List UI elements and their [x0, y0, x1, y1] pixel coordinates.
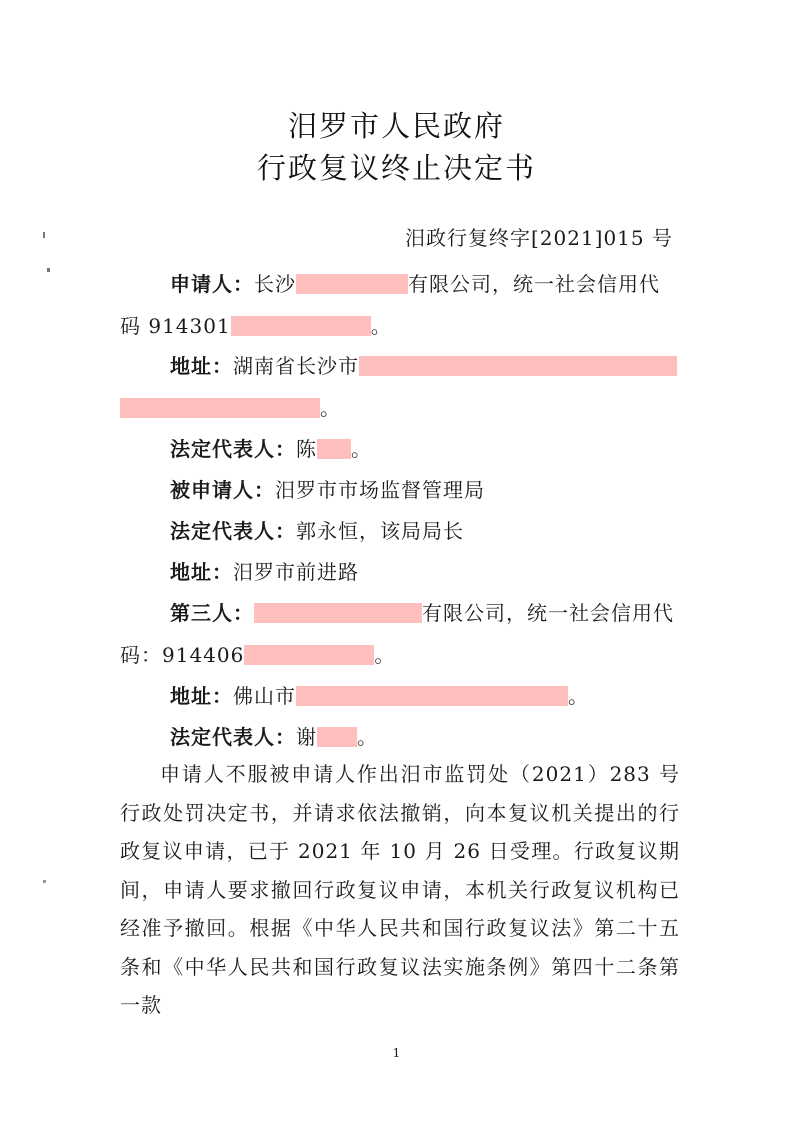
third-address-label: 地址：	[170, 684, 233, 708]
third-address-value: 佛山市	[233, 684, 296, 708]
respondent-rep-line	[170, 515, 464, 544]
applicant-label: 申请人：	[170, 272, 254, 296]
applicant-address-end: 。	[320, 396, 341, 420]
applicant-line	[170, 268, 660, 297]
respondent-address-line	[170, 556, 359, 585]
applicant-name-suffix: 有限公司，统一社会信用代	[408, 272, 660, 296]
redaction-mark	[296, 686, 568, 706]
third-party-name-suffix: 有限公司，统一社会信用代	[422, 601, 674, 625]
respondent-label: 被申请人：	[170, 478, 275, 502]
third-rep-value: 谢	[296, 725, 317, 749]
third-rep-label: 法定代表人：	[170, 725, 296, 749]
applicant-rep-line	[170, 433, 372, 462]
third-party-label: 第三人：	[170, 601, 254, 625]
applicant-address-line2	[120, 392, 341, 421]
applicant-code-line	[120, 310, 392, 339]
respondent-address-label: 地址：	[170, 560, 233, 584]
scan-speck	[43, 880, 46, 883]
document-title-line2: 行政复议终止决定书	[256, 151, 536, 185]
redaction-mark	[120, 398, 320, 418]
decision-body-paragraph: 申请人不服被申请人作出汨市监罚处（2021）283 号行政处罚决定书，并请求依法撤销，向本复议机关提出的行政复议申请，已于 2021 年 10 月 26 日受理。行政复议期间，申请人要求撤回行政复议申请，本机关行政复议机构已经准予撤回。根据《中华人民共和国行政复议法》第二十五条和《中华人民共和国行政复议法实施条例》第四十二条第一款	[120, 762, 680, 1017]
redaction-mark	[254, 603, 422, 623]
respondent-line	[170, 474, 485, 503]
redaction-mark	[359, 356, 677, 376]
redaction-mark	[317, 439, 351, 459]
third-address-end: 。	[568, 684, 589, 708]
respondent-rep-value: 郭永恒，该局局长	[296, 519, 464, 543]
third-party-code-end: 。	[374, 643, 396, 667]
applicant-rep-end: 。	[351, 437, 372, 461]
scan-speck	[47, 268, 50, 272]
redaction-mark	[296, 274, 408, 294]
third-rep-end: 。	[357, 725, 378, 749]
applicant-address-value: 湖南省长沙市	[233, 354, 359, 378]
third-rep-line	[170, 721, 378, 750]
applicant-address-line	[170, 350, 677, 379]
document-title-line1: 汨罗市人民政府	[287, 109, 505, 143]
third-party-code: 码：914406	[120, 643, 245, 667]
third-address-line	[170, 680, 589, 709]
applicant-address-label: 地址：	[170, 354, 233, 378]
applicant-rep-label: 法定代表人：	[170, 437, 296, 461]
third-party-code-line	[120, 639, 395, 668]
document-number: 汨政行复终字[2021]015 号	[404, 226, 673, 250]
applicant-code-end: 。	[370, 314, 392, 338]
page-number: 1	[392, 1046, 401, 1060]
redaction-mark	[317, 727, 357, 747]
applicant-name-prefix: 长沙	[254, 272, 296, 296]
respondent-rep-label: 法定代表人：	[170, 519, 296, 543]
redaction-mark	[231, 316, 371, 336]
applicant-code: 码 914301	[120, 314, 231, 338]
applicant-rep-value: 陈	[296, 437, 317, 461]
respondent-value: 汨罗市市场监督管理局	[275, 478, 485, 502]
redaction-mark	[244, 645, 374, 665]
third-party-line	[170, 597, 674, 626]
scan-speck	[43, 232, 45, 238]
respondent-address-value: 汨罗市前进路	[233, 560, 359, 584]
